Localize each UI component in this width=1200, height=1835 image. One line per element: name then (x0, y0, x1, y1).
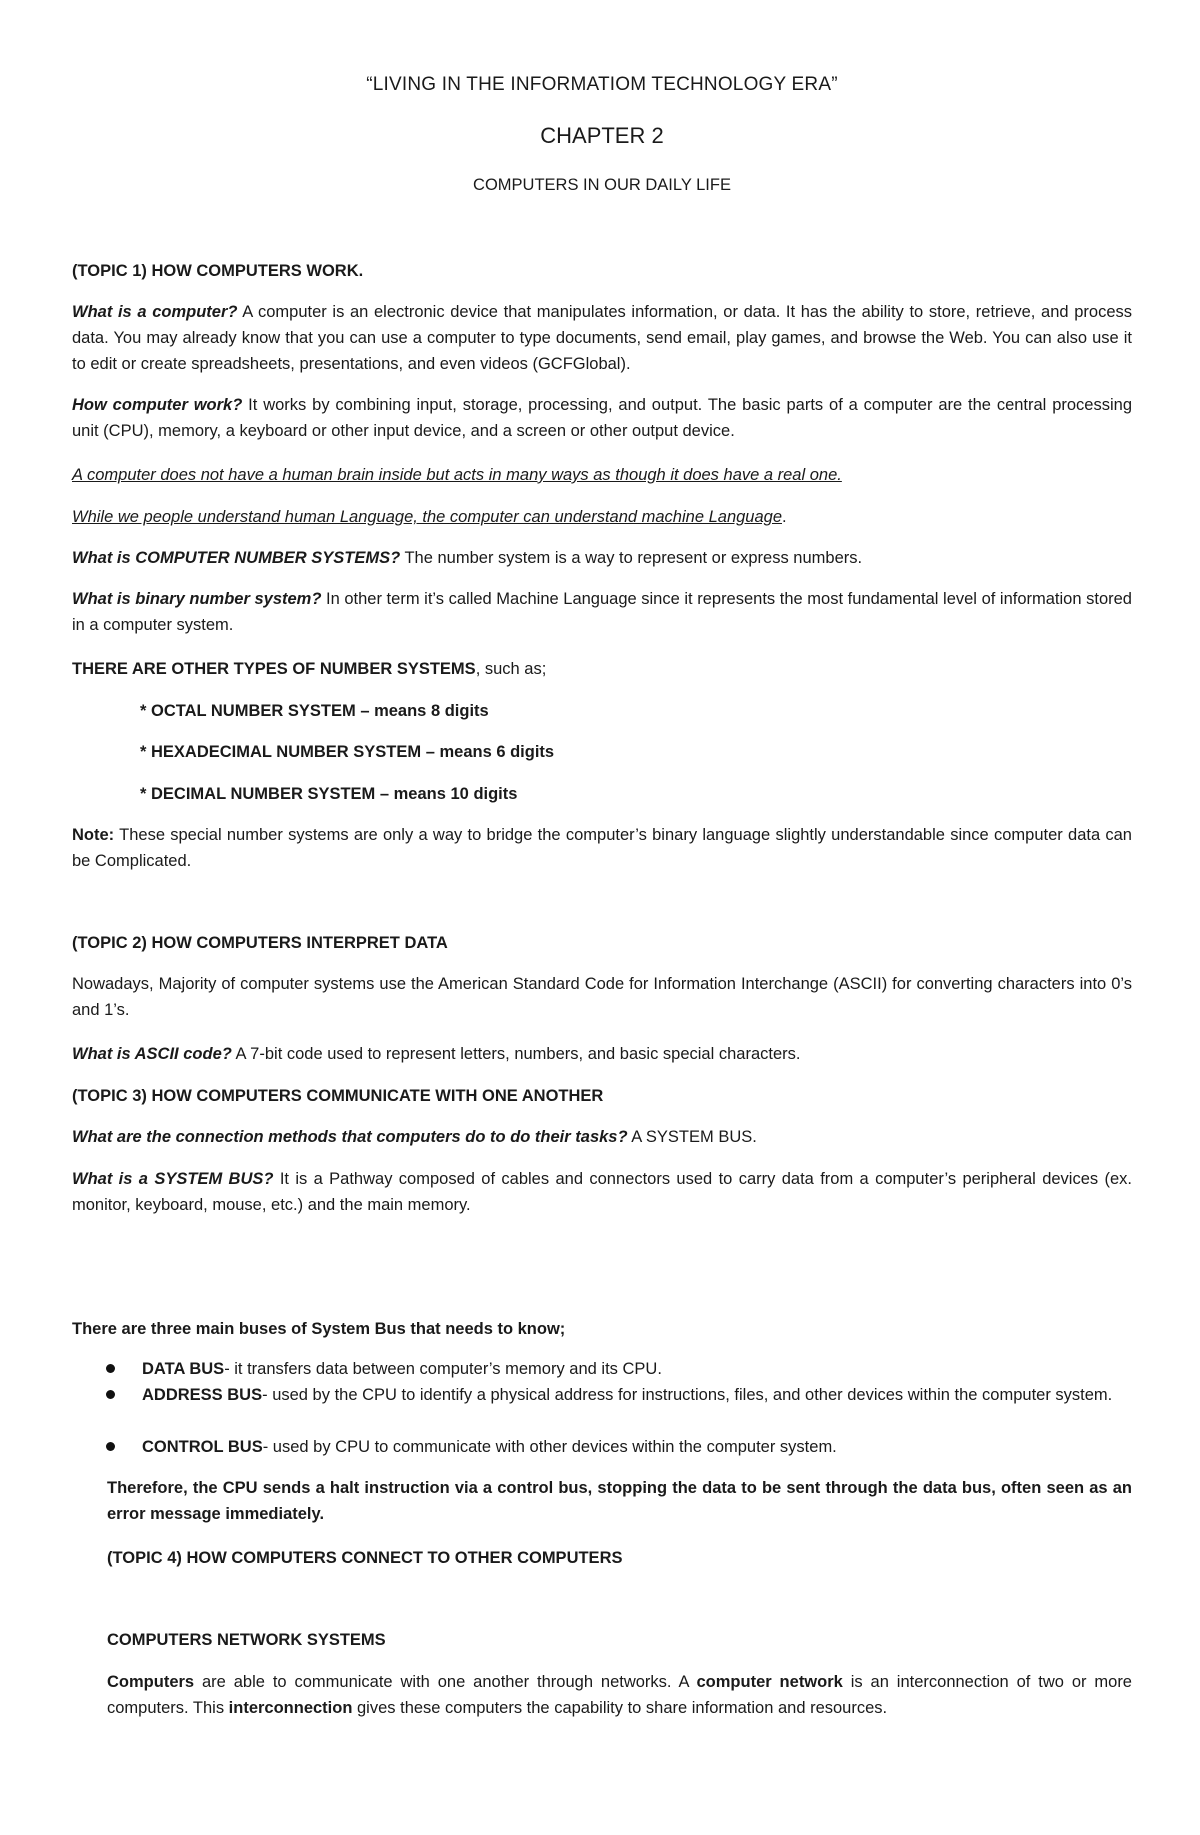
bus-label: ADDRESS BUS (142, 1386, 263, 1404)
topic2-heading: (TOPIC 2) HOW COMPUTERS INTERPRET DATA (72, 934, 448, 952)
answer-text: It is a Pathway composed of cables and connectors used to carry data from a computer’s peripheral devices (ex. monitor, keyboard, mouse, etc.) and the main memory. (72, 1170, 1133, 1214)
document-title: “LIVING IN THE INFORMATIOM TECHNOLOGY ERA” (366, 74, 838, 95)
question-label: What is COMPUTER NUMBER SYSTEMS? (72, 549, 401, 567)
topic1-number-systems (72, 545, 1132, 571)
topic2-paragraph: Nowadays, Majority of computer systems use the American Standard Code for Information Interchange (ASCII) for converting characters into 0’s and 1’s. (72, 975, 1132, 1019)
topic3-therefore: Therefore, the CPU sends a halt instruction via a control bus, stopping the data to be sent through the data bus, often seen as an error message immediately. (107, 1479, 1132, 1523)
topic2-ascii (72, 1041, 1132, 1067)
question-label: What is ASCII code? (72, 1045, 232, 1063)
question-label: What is a computer? (72, 303, 238, 321)
note-text: While we people understand human Language, the computer can understand machine Language (72, 508, 782, 526)
topic1-binary-system (72, 586, 1132, 638)
keyword: Computers (107, 1673, 195, 1691)
text: gives these computers the capability to share information and resources. (352, 1699, 888, 1717)
note-text: These special number systems are only a way to bridge the computer’s binary language slightly understandable since computer data can be Complicated. (72, 826, 1132, 870)
question-label: How computer work? (72, 396, 243, 414)
answer-text: A 7-bit code used to represent letters, numbers, and basic special characters. (231, 1045, 801, 1063)
text: is an interconnection of two or more computers. This (107, 1673, 1132, 1717)
number-system-octal: * OCTAL NUMBER SYSTEM – means 8 digits (140, 702, 489, 720)
number-system-decimal: * DECIMAL NUMBER SYSTEM – means 10 digits (140, 785, 518, 803)
answer-text: In other term it’s called Machine Language since it represents the most fundamental level of information stored in a computer system. (72, 590, 1132, 634)
topic1-heading: (TOPIC 1) HOW COMPUTERS WORK. (72, 262, 364, 280)
topic1-note-brain: A computer does not have a human brain inside but acts in many ways as though it does have a real one. (72, 466, 842, 484)
bus-text: - used by the CPU to identify a physical address for instructions, files, and other devices within the computer system. (262, 1386, 1113, 1404)
keyword: computer network (696, 1673, 843, 1691)
topic4-subheading: COMPUTERS NETWORK SYSTEMS (107, 1631, 386, 1649)
number-system-hexadecimal: * HEXADECIMAL NUMBER SYSTEM – means 6 digits (140, 743, 555, 761)
bullet-icon (106, 1390, 115, 1399)
keyword: interconnection (228, 1699, 353, 1717)
question-label: What are the connection methods that computers do to do their tasks? (72, 1128, 628, 1146)
note-end: . (782, 508, 787, 526)
question-label: What is a SYSTEM BUS? (72, 1170, 274, 1188)
topic3-system-bus (72, 1166, 1132, 1218)
topic3-connection-methods (72, 1124, 1132, 1150)
types-label: THERE ARE OTHER TYPES OF NUMBER SYSTEMS (72, 660, 476, 678)
topic1-how-computer-work (72, 392, 1132, 444)
bus-text: - used by CPU to communicate with other devices within the computer system. (262, 1438, 837, 1456)
topic1-what-is-computer (72, 299, 1132, 377)
note-label: Note: (72, 826, 115, 844)
topic3-buses-intro: There are three main buses of System Bus that needs to know; (72, 1320, 566, 1338)
bus-label: CONTROL BUS (142, 1438, 263, 1456)
answer-text: A SYSTEM BUS. (627, 1128, 757, 1146)
chapter-subtitle: COMPUTERS IN OUR DAILY LIFE (473, 176, 731, 194)
chapter-heading: CHAPTER 2 (540, 123, 664, 148)
text: are able to communicate with one another through networks. A (194, 1673, 697, 1691)
topic1-note (72, 822, 1132, 874)
bus-text: - it transfers data between computer’s memory and its CPU. (224, 1360, 662, 1378)
topic1-note-language (72, 504, 1132, 530)
bullet-icon (106, 1364, 115, 1373)
answer-text: The number system is a way to represent or express numbers. (400, 549, 863, 567)
question-label: What is binary number system? (72, 590, 322, 608)
bullet-icon (106, 1442, 115, 1451)
topic1-other-types (72, 656, 1132, 682)
bus-label: DATA BUS (142, 1360, 225, 1378)
answer-text: It works by combining input, storage, processing, and output. The basic parts of a computer are the central processing unit (CPU), memory, a keyboard or other input device, and a screen or other output device. (72, 396, 1132, 440)
topic4-paragraph (107, 1669, 1132, 1721)
topic3-heading: (TOPIC 3) HOW COMPUTERS COMMUNICATE WITH ONE ANOTHER (72, 1087, 604, 1105)
types-text: , such as; (475, 660, 547, 678)
topic4-heading: (TOPIC 4) HOW COMPUTERS CONNECT TO OTHER COMPUTERS (107, 1549, 623, 1567)
answer-text: A computer is an electronic device that manipulates information, or data. It has the ability to store, retrieve, and process data. You may already know that you can use a computer to type documents, send email, play games, and browse the Web. You can also use it to edit or create spreadsheets, presentations, and even videos (GCFGlobal). (72, 303, 1132, 373)
